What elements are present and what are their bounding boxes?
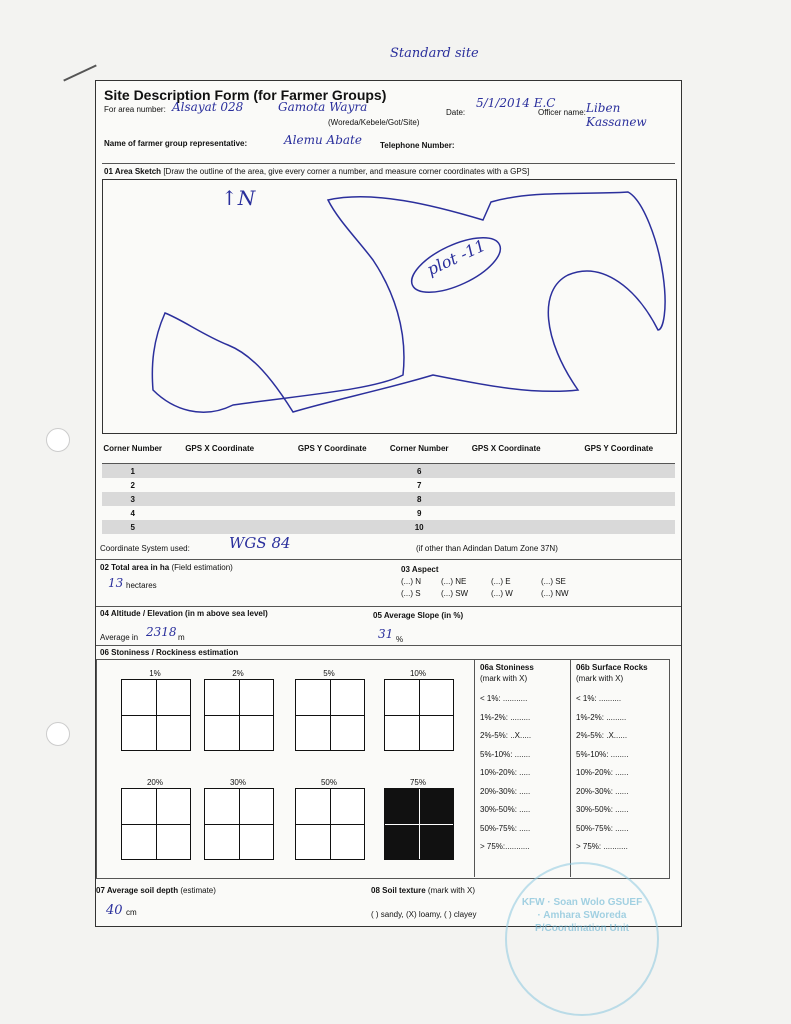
stoniness-class: 30%-50%: ..... (480, 805, 531, 814)
table-row (102, 464, 675, 479)
stoniness-class: > 75%:........... (480, 842, 530, 851)
slope-unit: % (396, 635, 404, 644)
stamp-text: KFW · Soan Wolo GSUEF · Amhara SWoreda P/Coordination Unit (521, 897, 643, 934)
aspect-nw: (...) NW (541, 589, 569, 598)
date-label: Date: (446, 108, 466, 117)
rock-class: 2%-5%: .X...... (576, 731, 628, 740)
altitude-label: 04 Altitude / Elevation (in m above sea level) (100, 609, 268, 618)
gps-header: Corner Number (102, 433, 163, 464)
coord-system-value: WGS 84 (229, 534, 291, 552)
aspect-sw: (...) SW (441, 589, 469, 598)
gps-header: GPS Y Coordinate (276, 433, 389, 464)
pct-label: 5% (323, 669, 335, 678)
rock-class: 20%-30%: ...... (576, 786, 629, 796)
col-a-title: 06a Stoniness (480, 663, 534, 672)
punch-hole-bottom (46, 722, 70, 746)
slope-value: 31 (378, 627, 394, 641)
corner-number: 3 (102, 492, 163, 506)
corner-number: 2 (130, 480, 135, 490)
officer-label: Officer name: (538, 108, 586, 117)
col-b-title: 06b Surface Rocks (576, 663, 648, 672)
rep-label: Name of farmer group representative: (104, 139, 248, 148)
stoniness-chart-5 (295, 679, 365, 751)
slope-label: 05 Average Slope (in %) (373, 611, 464, 620)
official-stamp (505, 862, 659, 1016)
stoniness-a-column (480, 663, 534, 861)
stoniness-chart-50 (295, 788, 365, 860)
aspect-n: (...) N (401, 577, 421, 586)
divider (96, 645, 681, 646)
soil-texture-options: ( ) sandy, (X) loamy, ( ) clayey (371, 910, 477, 919)
rock-class: 50%-75%: ...... (576, 823, 629, 833)
woreda-value: Gamota Wayra (278, 100, 368, 114)
area-number-label: For area number: (104, 105, 166, 114)
altitude-value: 2318 (146, 625, 177, 639)
divider (96, 559, 681, 560)
stoniness-chart-1 (121, 679, 191, 751)
corner-number: 4 (130, 508, 135, 518)
area-sketch (102, 179, 677, 434)
rock-class: 1%-2%: ......... (576, 712, 627, 722)
pct-label: 2% (232, 669, 244, 678)
total-area-hint: (Field estimation) (171, 563, 233, 572)
corner-number: 6 (388, 464, 449, 479)
rock-class: > 75%: ........... (576, 842, 628, 851)
divider (570, 659, 571, 877)
gps-header: GPS X Coordinate (450, 433, 563, 464)
stoniness-class: 1%-2%: ......... (480, 712, 531, 722)
stoniness-label: 06 Stoniness / Rockiness estimation (100, 648, 239, 657)
handwritten-header: Standard site (390, 46, 479, 61)
pct-label: 20% (146, 778, 163, 787)
soil-depth-label: 07 Average soil depth (96, 886, 179, 895)
table-row (102, 478, 675, 492)
pct-label: 10% (409, 669, 426, 678)
sketch-instruction: [Draw the outline of the area, give every corner a number, and measure corner coordinates with a GPS] (163, 167, 530, 176)
stoniness-chart-75 (384, 788, 454, 860)
stoniness-chart-30 (204, 788, 274, 860)
north-arrow: ↑N (221, 186, 256, 210)
table-row (102, 492, 675, 506)
corner-number: 10 (388, 520, 449, 534)
coord-system-label: Coordinate System used: (100, 544, 190, 553)
coord-system-note: (if other than Adindan Datum Zone 37N) (416, 544, 558, 553)
corner-number: 8 (388, 492, 449, 506)
plot-label: plot -11 (423, 235, 489, 280)
gps-table (102, 433, 675, 534)
pct-label: 50% (320, 778, 337, 787)
aspect-ne: (...) NE (441, 577, 467, 586)
soil-texture-hint: (mark with X) (427, 886, 476, 895)
stoniness-class: < 1%: ........... (480, 694, 528, 703)
altitude-avg-label: Average in (100, 633, 139, 642)
altitude-unit: m (178, 633, 185, 642)
stoniness-class: 10%-20%: ..... (480, 768, 531, 777)
aspect-se: (...) SE (541, 577, 566, 586)
officer-value: Liben Kassanew (586, 101, 647, 129)
pen-stroke (63, 64, 96, 81)
soil-depth-hint: (estimate) (180, 886, 216, 895)
rock-class: 10%-20%: ...... (576, 768, 629, 777)
col-a-hint: (mark with X) (480, 674, 528, 683)
stoniness-class: 20%-30%: ..... (480, 786, 531, 796)
stoniness-class: 5%-10%: ....... (480, 749, 531, 759)
corner-number: 7 (416, 480, 422, 490)
aspect-s: (...) S (401, 589, 421, 598)
sketch-outline (152, 192, 665, 412)
divider (474, 659, 475, 877)
total-area-value: 13 (108, 576, 124, 590)
divider (96, 606, 681, 607)
stoniness-chart-2 (204, 679, 274, 751)
stoniness-class: 50%-75%: ..... (480, 823, 531, 833)
aspect-e: (...) E (491, 577, 511, 586)
pct-label: 75% (409, 778, 426, 787)
gps-header: Corner Number (388, 433, 449, 464)
aspect-w: (...) W (491, 589, 513, 598)
stoniness-chart-10 (384, 679, 454, 751)
rock-class: < 1%: .......... (576, 694, 622, 703)
sketch-heading-row (104, 167, 529, 176)
sketch-heading: 01 Area Sketch (104, 167, 162, 176)
corner-number: 5 (102, 520, 163, 534)
corner-number: 9 (416, 508, 422, 518)
corner-number: 1 (102, 464, 163, 479)
woreda-caption: (Woreda/Kebele/Got/Site) (328, 118, 420, 127)
pct-label: 1% (149, 669, 161, 678)
soil-depth-unit: cm (126, 908, 137, 917)
gps-header: GPS Y Coordinate (562, 433, 675, 464)
site-description-form (95, 80, 682, 927)
pct-label: 30% (229, 778, 246, 787)
total-area-label: 02 Total area in ha (100, 563, 170, 572)
phone-label: Telephone Number: (380, 141, 455, 150)
rep-value: Alemu Abate (284, 133, 362, 147)
form-title: Site Description Form (for Farmer Groups) (104, 87, 387, 103)
soil-depth-value: 40 (106, 903, 123, 918)
table-row (102, 520, 675, 534)
surface-rocks-column (576, 663, 648, 861)
stoniness-chart-20 (121, 788, 191, 860)
area-number-value: Alsayat 028 (172, 100, 244, 114)
col-b-hint: (mark with X) (576, 674, 624, 683)
aspect-label: 03 Aspect (401, 565, 439, 574)
sketch-drawing (103, 180, 676, 433)
soil-texture-label: 08 Soil texture (371, 886, 426, 895)
table-row (102, 506, 675, 520)
rock-class: 30%-50%: ...... (576, 805, 629, 814)
divider (102, 163, 675, 164)
date-value: 5/1/2014 E.C (476, 96, 556, 110)
gps-header: GPS X Coordinate (163, 433, 276, 464)
rock-class: 5%-10%: ........ (576, 749, 629, 759)
stoniness-class: 2%-5%: ..X..... (480, 731, 532, 740)
total-area-unit: hectares (126, 581, 157, 590)
punch-hole-top (46, 428, 70, 452)
